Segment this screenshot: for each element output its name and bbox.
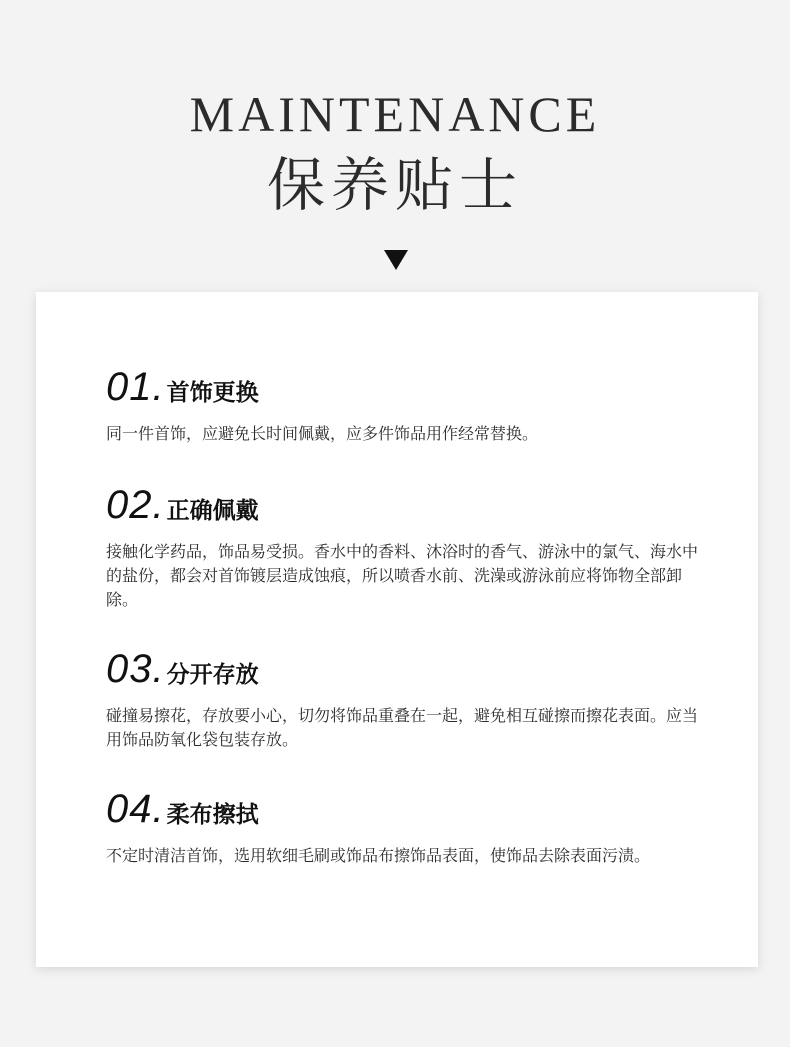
tip-title: 分开存放 <box>166 662 259 688</box>
tip-number: 02. <box>106 483 165 527</box>
tip-heading <box>106 646 706 692</box>
tip-title: 柔布擦拭 <box>166 802 259 828</box>
tip-body: 碰撞易擦花，存放要小心，切勿将饰品重叠在一起，避免相互碰擦而擦花表面。应当用饰品防氧化袋包装存放。 <box>106 706 699 749</box>
tip-body: 不定时清洁首饰，选用软细毛刷或饰品布擦饰品表面，使饰品去除表面污渍。 <box>106 846 651 865</box>
tip-number: 01. <box>106 365 165 409</box>
tip-title: 首饰更换 <box>166 380 259 406</box>
tip-heading <box>106 482 706 528</box>
tip-section-3 <box>106 646 706 752</box>
title-chinese: 保养贴士 <box>266 151 523 219</box>
tip-title: 正确佩戴 <box>166 498 259 524</box>
tip-section-1 <box>106 364 706 446</box>
tip-body: 同一件首饰，应避免长时间佩戴，应多件饰品用作经常替换。 <box>106 424 539 443</box>
triangle-down-icon <box>384 250 408 270</box>
tip-section-2 <box>106 482 706 612</box>
title-english: MAINTENANCE <box>189 86 601 142</box>
tip-body: 接触化学药品，饰品易受损。香水中的香料、沐浴时的香气、游泳中的氯气、海水中的盐份，都会对首饰镀层造成蚀痕，所以喷香水前、洗澡或游泳前应将饰物全部卸除。 <box>106 542 699 609</box>
tip-number: 03. <box>106 647 165 691</box>
tips-card <box>36 292 758 967</box>
tip-number: 04. <box>106 787 165 831</box>
tip-heading <box>106 786 706 832</box>
tip-section-4 <box>106 786 706 868</box>
tip-heading <box>106 364 706 410</box>
